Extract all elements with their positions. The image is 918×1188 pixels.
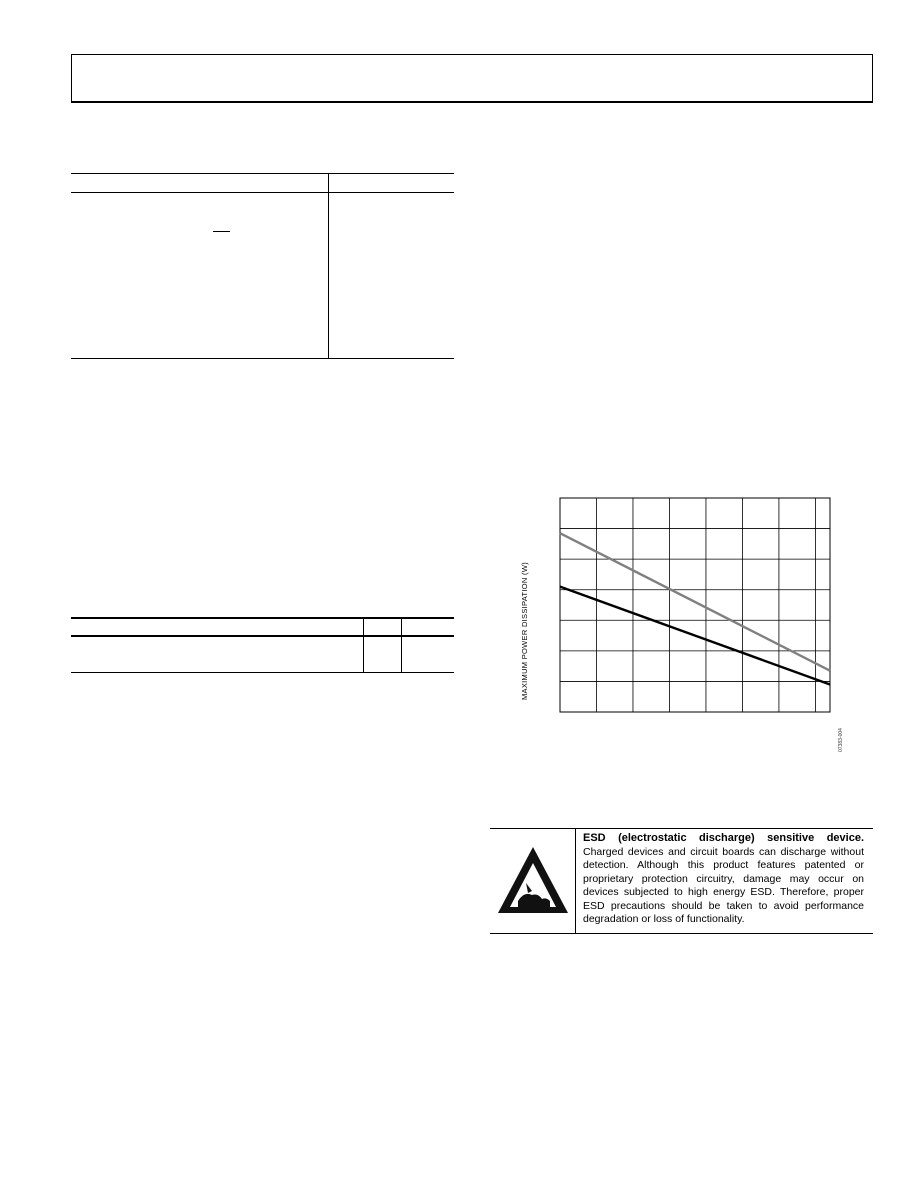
thermal-table-divider-1 (363, 617, 364, 672)
page-header-box (71, 54, 873, 103)
esd-box-divider (575, 828, 576, 934)
overbar-mark (213, 231, 230, 232)
chart-frame (560, 498, 830, 712)
esd-title: ESD (electrostatic discharge) sensitive device. (583, 832, 864, 844)
chart-y-axis-label: MAXIMUM POWER DISSIPATION (W) (520, 561, 529, 700)
table-header-rule (71, 192, 454, 193)
table-column-divider (328, 173, 329, 358)
table-bottom-rule (71, 358, 454, 359)
esd-body: Charged devices and circuit boards can discharge without detection. Although this product features patented or proprietary protection circuitry, damage may occur on devices subjected to high energy ESD. Therefore, proper ESD precautions should be taken to avoid performance degradation or loss of functionality. (583, 845, 864, 925)
esd-caution-text (583, 832, 864, 927)
thermal-table-bottom-rule (71, 672, 454, 673)
figure-id: 07383-004 (838, 728, 844, 752)
thermal-table-header-rule (71, 635, 454, 637)
table-top-rule (71, 173, 454, 174)
thermal-table-top-rule (71, 617, 454, 619)
thermal-table-divider-2 (401, 617, 402, 672)
esd-warning-icon (496, 843, 570, 917)
power-dissipation-chart (505, 490, 850, 760)
